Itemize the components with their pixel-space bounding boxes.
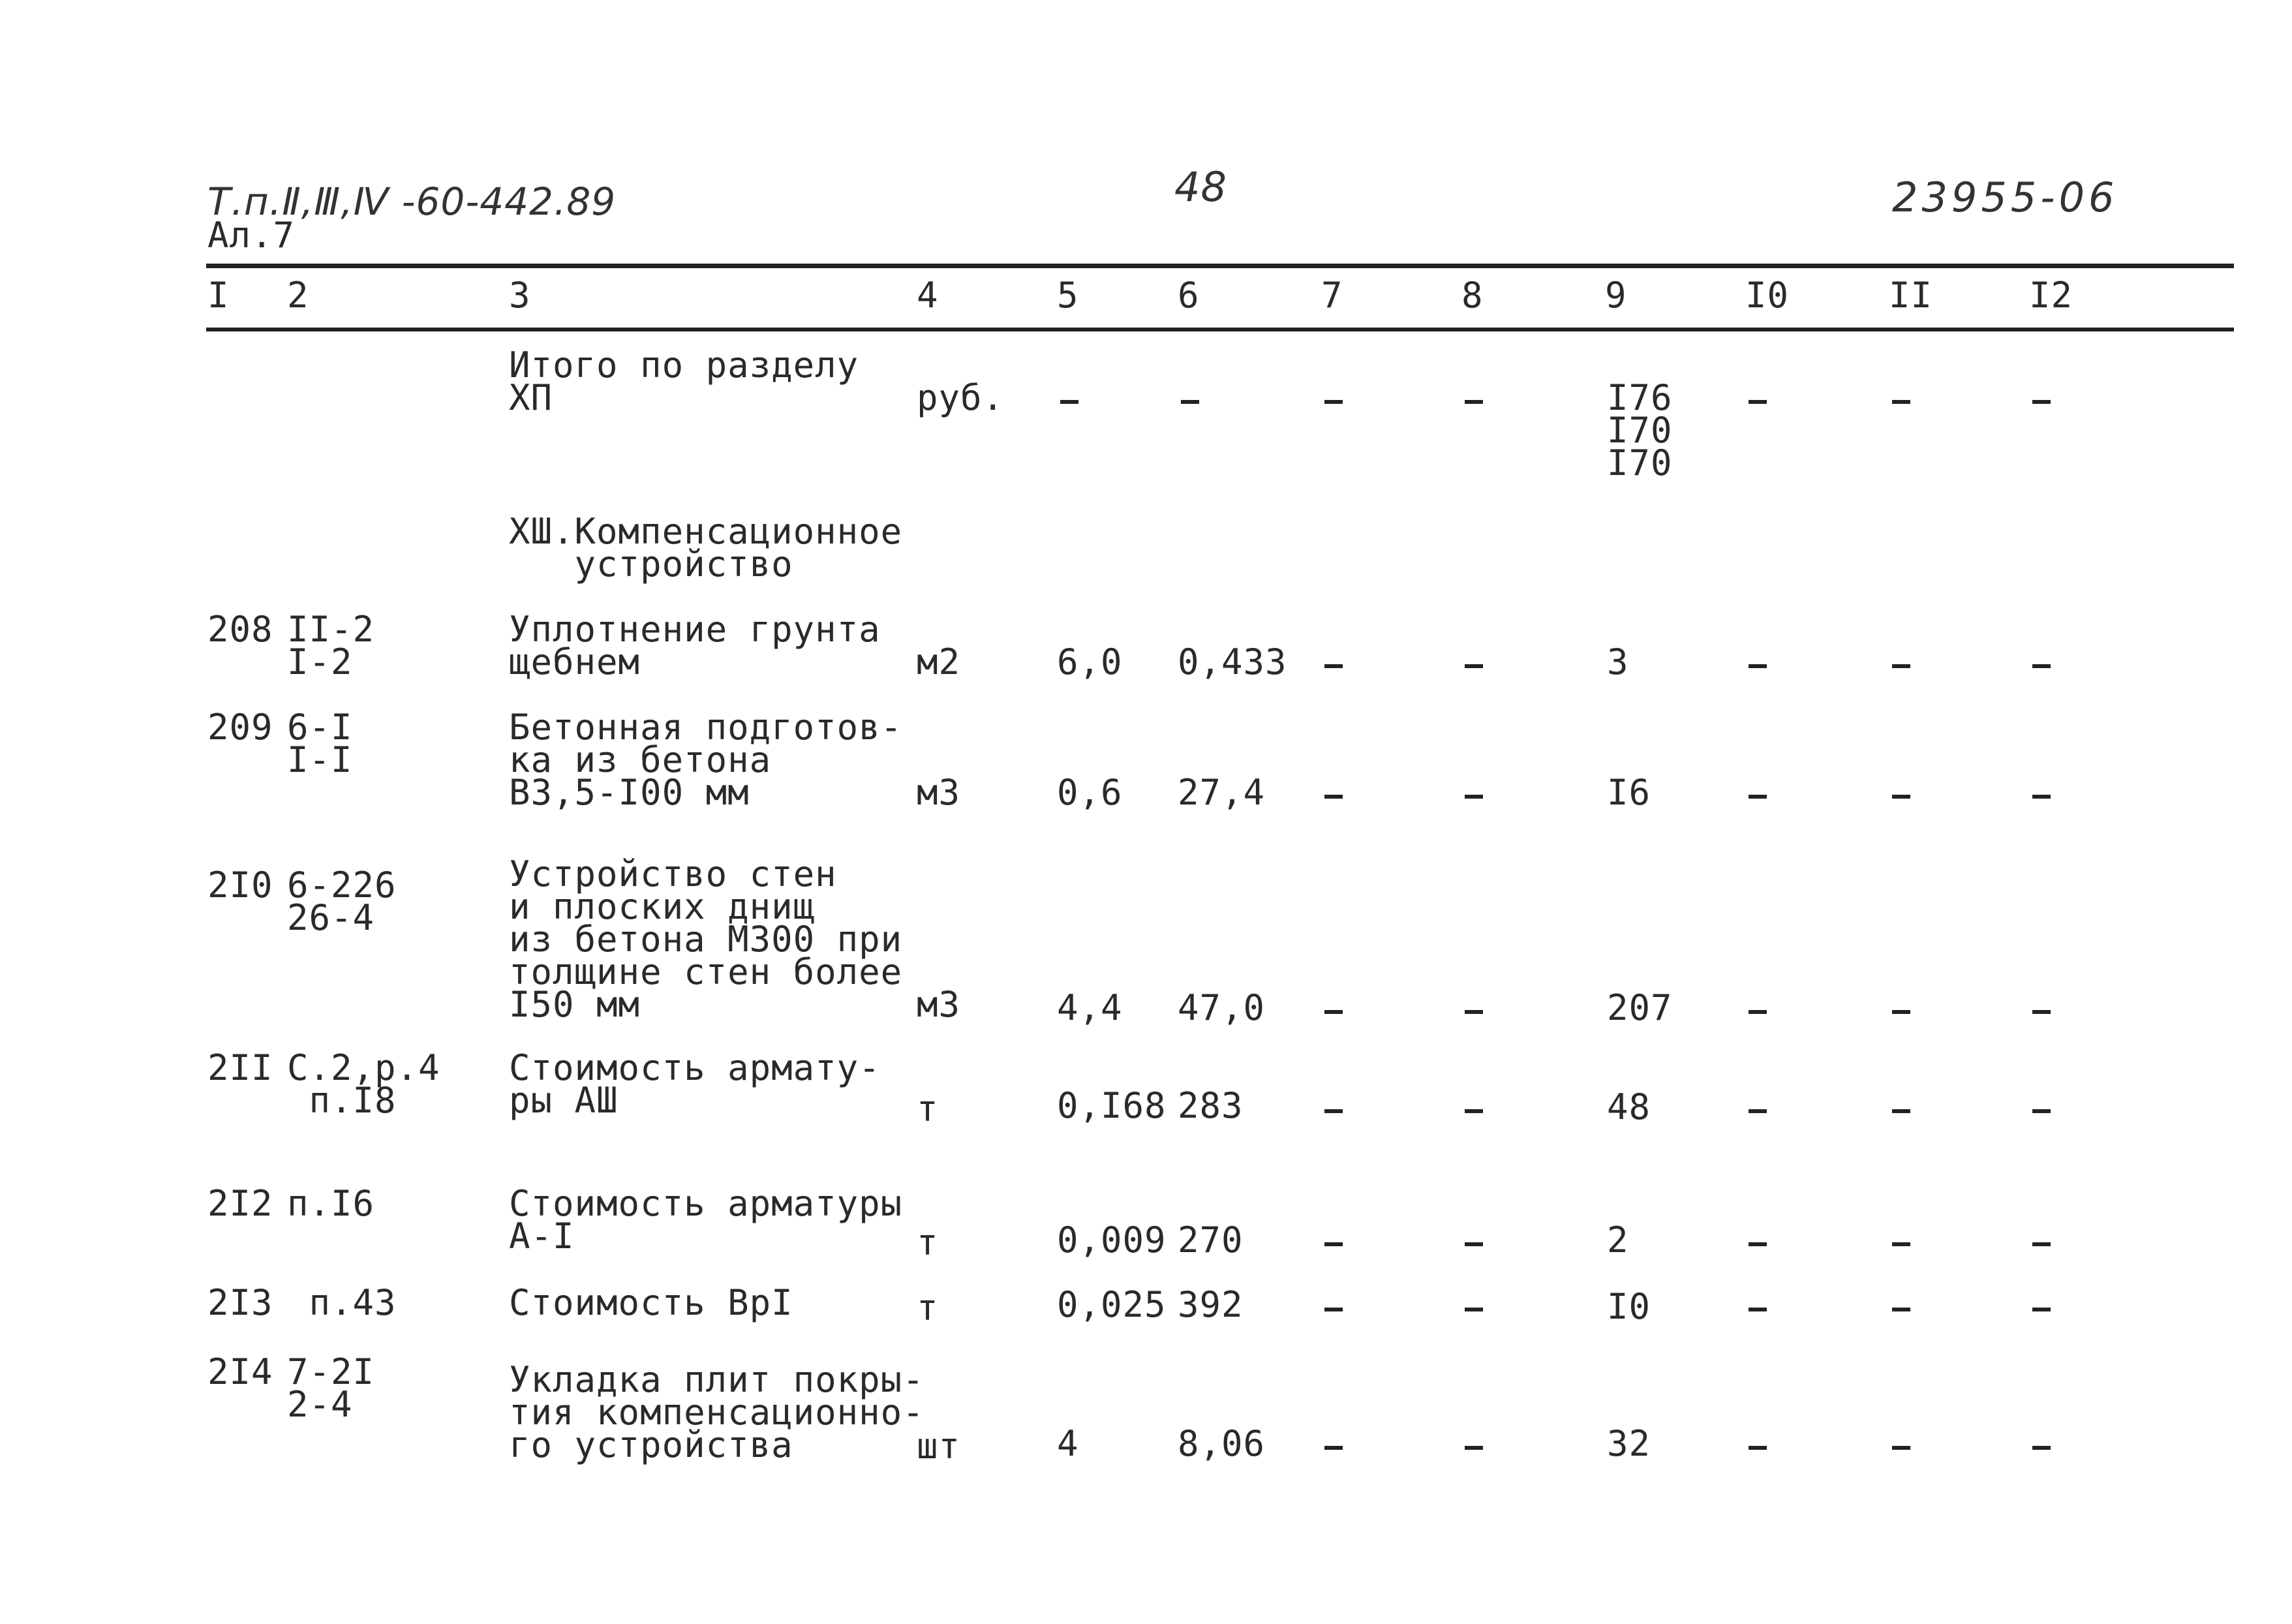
column-header-7: 7: [1321, 275, 1343, 316]
item-quantity: 0,009: [1057, 1219, 1167, 1261]
item-number: 2I0: [207, 865, 273, 906]
item-number: 2I4: [207, 1351, 273, 1392]
empty-dash: [1892, 1242, 1910, 1246]
column-header-10: I0: [1745, 275, 1790, 316]
empty-dash: [1892, 1010, 1910, 1014]
item-quantity: 0,I68: [1057, 1085, 1167, 1126]
item-unit: т: [917, 1287, 939, 1328]
empty-dash: [1324, 664, 1343, 668]
album-number: Ал.7: [207, 215, 296, 256]
empty-dash: [1324, 400, 1343, 404]
empty-dash: [1465, 1109, 1483, 1113]
empty-dash: [1749, 664, 1767, 668]
empty-dash: [1892, 664, 1910, 668]
column-header-6: 6: [1178, 275, 1200, 316]
item-number: 2I3: [207, 1282, 273, 1323]
empty-dash: [1749, 1109, 1767, 1113]
empty-dash: [2032, 1010, 2051, 1014]
item-unit: т: [917, 1088, 939, 1129]
empty-dash: [2032, 1308, 2051, 1311]
item-unit: м3: [917, 772, 961, 813]
item-code: п.I6: [287, 1183, 375, 1224]
column-header-1: I: [207, 275, 230, 316]
empty-dash: [1749, 795, 1767, 799]
empty-dash: [1749, 400, 1767, 404]
item-code: п.43: [287, 1282, 397, 1323]
empty-dash: [2032, 1446, 2051, 1450]
item-name: Уплотнение грунта щебнем: [509, 609, 881, 682]
item-unit-cost: 27,4: [1178, 772, 1266, 813]
item-quantity: 0,6: [1057, 772, 1123, 813]
item-number: 209: [207, 707, 273, 748]
empty-dash: [1892, 400, 1910, 404]
empty-dash: [1749, 1242, 1767, 1246]
column-header-5: 5: [1057, 275, 1079, 316]
item-total: 48: [1607, 1086, 1651, 1127]
empty-dash: [1324, 1109, 1343, 1113]
item-unit-cost: 8,06: [1178, 1423, 1266, 1464]
item-name: Устройство стен и плоских днищ из бетона М300 при толщине стен более I50 мм: [509, 853, 903, 1025]
empty-dash: [1465, 400, 1483, 404]
item-unit-cost: 283: [1178, 1085, 1244, 1126]
item-unit-cost: 47,0: [1178, 987, 1266, 1028]
section-heading: ХШ.Компенсационное устройство: [509, 511, 903, 585]
column-header-9: 9: [1605, 275, 1627, 316]
empty-dash: [1324, 1446, 1343, 1450]
item-total: I0: [1607, 1286, 1651, 1327]
item-name: Стоимость арматуры А-I: [509, 1183, 903, 1257]
empty-dash: [2032, 1242, 2051, 1246]
item-quantity: 0,025: [1057, 1284, 1167, 1325]
item-unit: т: [917, 1222, 939, 1263]
column-header-3: 3: [509, 275, 531, 316]
empty-dash: [1892, 795, 1910, 799]
empty-dash: [1465, 1308, 1483, 1311]
item-name: Бетонная подготов- ка из бетона В3,5-I00 мм: [509, 707, 903, 813]
item-quantity: 4: [1057, 1423, 1079, 1464]
item-total: 2: [1607, 1219, 1629, 1261]
item-unit: м2: [917, 641, 961, 682]
item-quantity: 4,4: [1057, 987, 1123, 1028]
column-header-8: 8: [1461, 275, 1484, 316]
empty-dash: [1324, 1010, 1343, 1014]
empty-dash: [1465, 795, 1483, 799]
item-total: 32: [1607, 1423, 1651, 1464]
item-name: Итого по разделу ХП: [509, 345, 859, 418]
header-bottom-rule: [206, 328, 2234, 331]
item-name: Укладка плит покры- тия компенсационно- го устройства: [509, 1359, 924, 1465]
item-code: С.2,р.4 п.I8: [287, 1047, 440, 1121]
empty-dash: [1324, 795, 1343, 799]
column-header-4: 4: [917, 275, 939, 316]
item-code: 6-226 26-4: [287, 865, 397, 938]
item-code: 7-2I 2-4: [287, 1351, 375, 1425]
item-number: 2II: [207, 1047, 273, 1088]
empty-dash: [1181, 400, 1199, 404]
item-code: II-2 I-2: [287, 609, 375, 682]
item-total: I76 I70 I70: [1607, 377, 1673, 483]
document-code: 23955-06: [1892, 174, 2118, 221]
empty-dash: [1749, 1010, 1767, 1014]
item-unit-cost: 392: [1178, 1284, 1244, 1325]
empty-dash: [1892, 1308, 1910, 1311]
column-header-11: II: [1889, 275, 1933, 316]
empty-dash: [1324, 1308, 1343, 1311]
item-name: Стоимость ВрI: [509, 1282, 793, 1323]
item-total: I6: [1607, 772, 1651, 813]
item-name: Стоимость армату- ры АШ: [509, 1047, 881, 1121]
empty-dash: [2032, 664, 2051, 668]
doc-designation: Т.п.Ⅱ,Ⅲ,Ⅳ -60-442.89: [207, 179, 617, 224]
page-number: 48: [1174, 163, 1227, 211]
empty-dash: [2032, 1109, 2051, 1113]
item-number: 208: [207, 609, 273, 650]
empty-dash: [1465, 664, 1483, 668]
item-number: 2I2: [207, 1183, 273, 1224]
empty-dash: [1892, 1446, 1910, 1450]
empty-dash: [1060, 400, 1078, 404]
empty-dash: [1465, 1446, 1483, 1450]
column-header-12: I2: [2029, 275, 2073, 316]
empty-dash: [1465, 1010, 1483, 1014]
item-quantity: 6,0: [1057, 641, 1123, 682]
item-unit-cost: 270: [1178, 1219, 1244, 1261]
empty-dash: [1465, 1242, 1483, 1246]
empty-dash: [1749, 1446, 1767, 1450]
empty-dash: [1324, 1242, 1343, 1246]
item-total: 207: [1607, 987, 1673, 1028]
item-total: 3: [1607, 641, 1629, 682]
empty-dash: [2032, 400, 2051, 404]
item-unit: руб.: [917, 377, 1005, 418]
item-unit: м3: [917, 984, 961, 1025]
top-rule: [206, 264, 2234, 268]
empty-dash: [1892, 1109, 1910, 1113]
empty-dash: [1749, 1308, 1767, 1311]
column-header-2: 2: [287, 275, 309, 316]
item-code: 6-I I-I: [287, 707, 353, 780]
item-unit: шт: [917, 1426, 961, 1467]
item-unit-cost: 0,433: [1178, 641, 1287, 682]
empty-dash: [2032, 795, 2051, 799]
